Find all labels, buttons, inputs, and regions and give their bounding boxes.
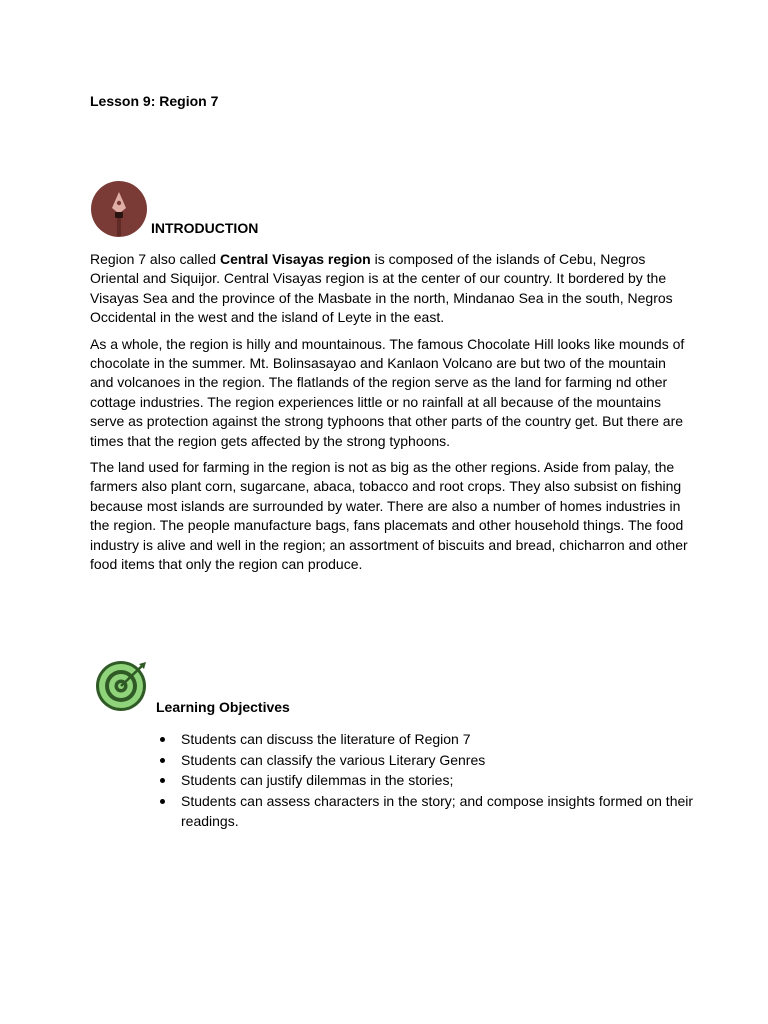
lesson-title: Lesson 9: Region 7 bbox=[90, 93, 219, 109]
objective-item: Students can assess characters in the story; and compose insights formed on their readings. bbox=[181, 791, 711, 832]
introduction-body bbox=[90, 250, 690, 582]
pen-nib-icon bbox=[90, 180, 148, 238]
objective-item: Students can justify dilemmas in the stories; bbox=[181, 770, 711, 791]
objective-item: Students can discuss the literature of Region 7 bbox=[181, 729, 711, 750]
objectives-list bbox=[158, 729, 711, 832]
learning-objectives-heading: Learning Objectives bbox=[156, 699, 290, 715]
objective-item: Students can classify the various Literary Genres bbox=[181, 750, 711, 771]
introduction-heading: INTRODUCTION bbox=[151, 220, 259, 236]
introduction-paragraph-1: Region 7 also called Central Visayas region is composed of the islands of Cebu, Negros Oriental and Siquijor. Central Visayas region is at the center of our country. It bordered by the Visayas Sea and the province of the Masbate in the north, Mindanao Sea in the south, Negros Occidental in the west and the island of Leyte in the east. bbox=[90, 251, 673, 326]
region-name-bold: Central Visayas region bbox=[219, 251, 371, 267]
introduction-paragraph-2: As a whole, the region is hilly and mountainous. The famous Chocolate Hill looks like mounds of chocolate in the summer. Mt. Bolinsasayao and Kanlaon Volcano are but two of the mountain and volcanoes in the region. The flatlands of the region serve as the land for farming nd other cottage industries. The region experiences little or no rainfall at all because of the mountains serve as protection against the strong typhoons that other parts of the country get. But there are times that the region gets affected by the strong typhoons. bbox=[90, 335, 685, 449]
introduction-paragraph-3: The land used for farming in the region is not as big as the other regions. Aside from palay, the farmers also plant corn, sugarcane, abaca, tobacco and root crops. They also subsist on fishing because most islands are surrounded by water. There are also a number of homes industries in the region. The people manufacture bags, fans placemats and other household things. The food industry is alive and well in the region; an assortment of biscuits and bread, chicharron and other food items that only the region can produce. bbox=[90, 459, 688, 573]
target-icon bbox=[94, 660, 150, 712]
